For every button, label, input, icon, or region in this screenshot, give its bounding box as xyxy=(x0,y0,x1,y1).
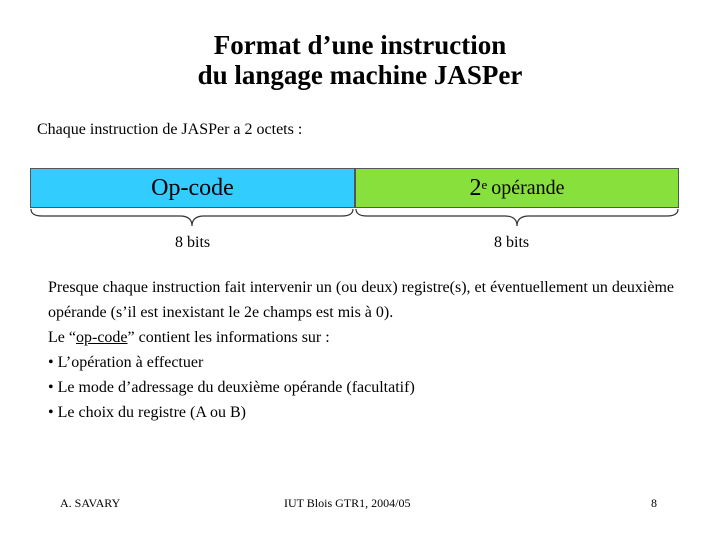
opcode-intro-line xyxy=(48,325,688,350)
footer-author: A. SAVARY xyxy=(60,496,121,510)
operand-bits-label: 8 bits xyxy=(494,234,530,251)
operand-field-number: 2 xyxy=(469,174,482,201)
opcode-intro-before: Le “ xyxy=(48,329,76,346)
operand-field xyxy=(355,168,679,208)
description-paragraph: Presque chaque instruction fait intervenir un (ou deux) registre(s), et éventuellement un deuxième opérande (s’il est inexistant le 2e champs est mis à 0). xyxy=(48,279,675,321)
opcode-field-label: Op-code xyxy=(151,174,234,201)
opcode-term: op-code xyxy=(75,329,128,346)
bullet-item: • Le choix du registre (A ou B) xyxy=(48,404,246,421)
slide-title xyxy=(0,30,720,90)
operand-field-sup: e xyxy=(481,177,488,192)
opcode-brace-icon xyxy=(30,208,355,230)
body-text xyxy=(48,275,688,425)
operand-brace-icon xyxy=(355,208,680,230)
opcode-bits-label: 8 bits xyxy=(175,234,211,251)
operand-field-label: opérande xyxy=(491,176,565,199)
intro-text: Chaque instruction de JASPer a 2 octets : xyxy=(37,121,303,138)
title-line-2: du langage machine JASPer xyxy=(197,60,523,90)
title-line-1: Format d’une instruction xyxy=(213,30,507,60)
footer-page-number: 8 xyxy=(651,496,657,510)
footer-course: IUT Blois GTR1, 2004/05 xyxy=(284,496,411,510)
opcode-intro-after: ” contient les informations sur : xyxy=(127,329,330,346)
bullet-item: • L’opération à effectuer xyxy=(48,354,204,371)
bullet-item: • Le mode d’adressage du deuxième opérande (facultatif) xyxy=(48,379,415,396)
opcode-field xyxy=(30,168,355,208)
